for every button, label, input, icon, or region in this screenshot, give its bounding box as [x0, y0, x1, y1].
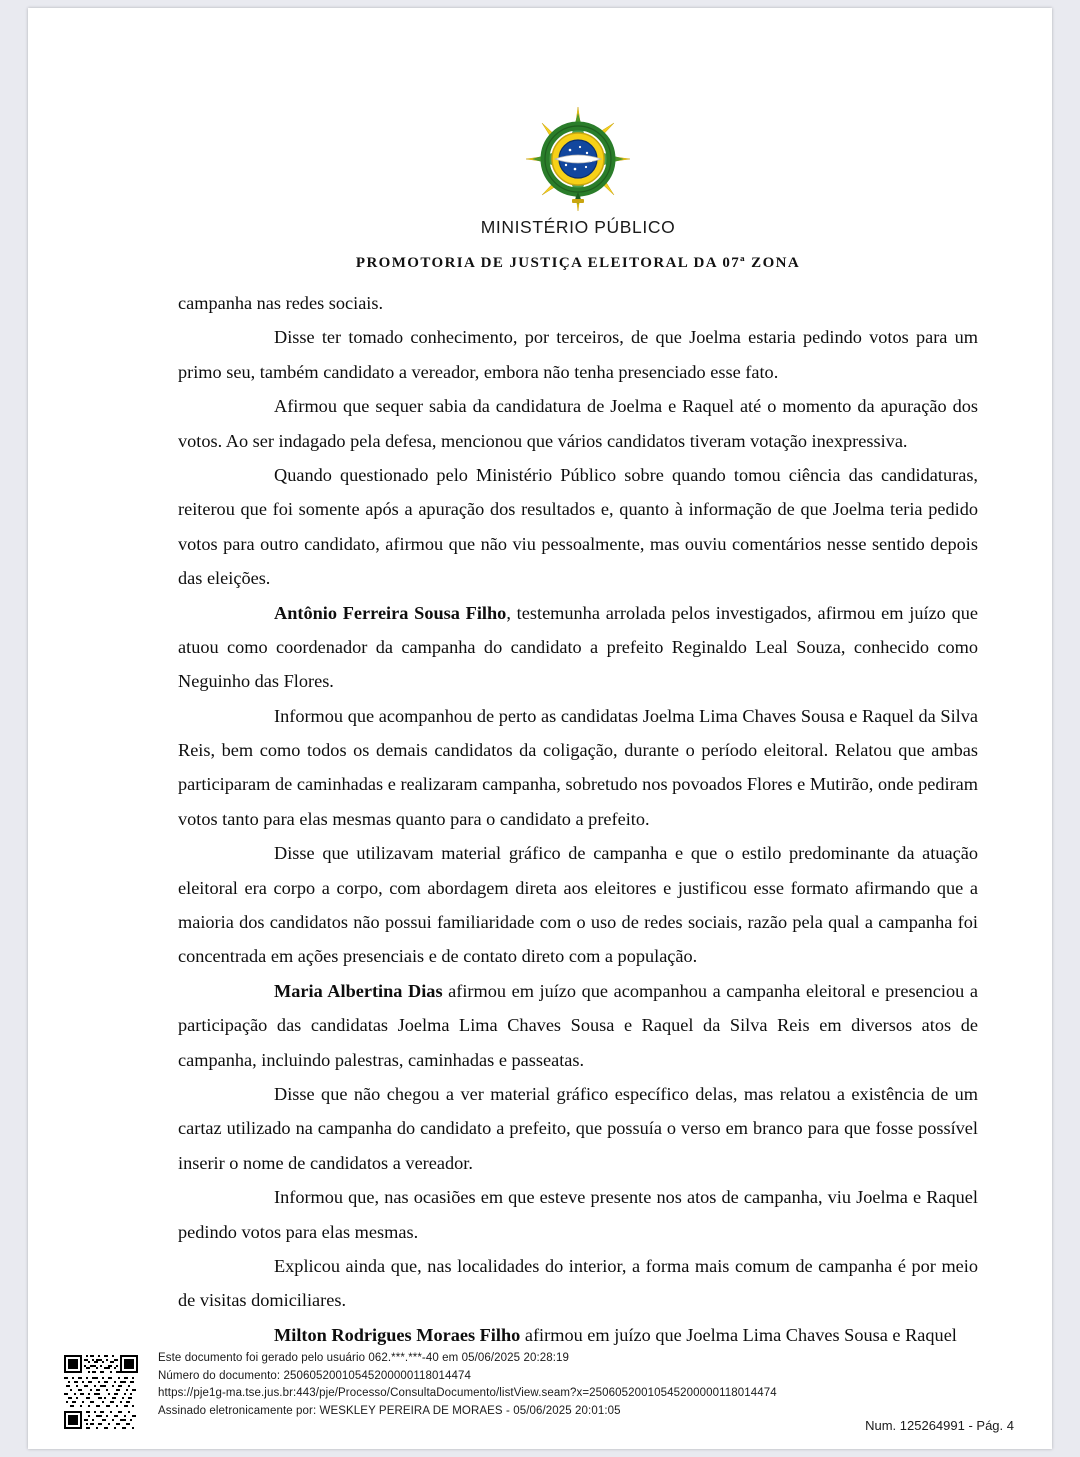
document-content — [178, 103, 978, 1352]
page-number-label: Num. 125264991 - Pág. 4 — [865, 1418, 1014, 1433]
document-body — [178, 286, 978, 1352]
qr-code-icon — [64, 1355, 138, 1429]
document-footer — [28, 1329, 1052, 1449]
footer-signature: Assinado eletronicamente por: WESKLEY PEREIRA DE MORAES - 05/06/2025 20:01:05 — [158, 1405, 621, 1418]
document-paragraph: Quando questionado pelo Ministério Público sobre quando tomou ciência das candidaturas, reiterou que foi somente após a apuração dos resultados e, quanto à informação de que Joelma teria pedido votos para outro candidato, afirmou que não viu pessoalmente, mas ouviu comentários nesse sentido depois das eleições. — [178, 464, 978, 589]
footer-generated-line: Este documento foi gerado pelo usuário 062.***.***-40 em 05/06/2025 20:28:19 — [158, 1351, 570, 1364]
document-paragraph: Informou que, nas ocasiões em que esteve presente nos atos de campanha, viu Joelma e Raquel pedindo votos para elas mesmas. — [178, 1187, 978, 1242]
document-paragraph: Explicou ainda que, nas localidades do interior, a forma mais comum de campanha é por meio de visitas domiciliares. — [178, 1255, 978, 1311]
document-paragraph: Disse que utilizavam material gráfico de campanha e que o estilo predominante da atuação eleitoral era corpo a corpo, com abordagem direta aos eleitores e justificou esse formato afirmando que a maioria dos candidatos não possui familiaridade com o uso de redes sociais, razão pela qual a campanha foi concentrada em ações presenciais e de contato direto com a população. — [178, 843, 978, 967]
document-paragraph: campanha nas redes sociais. — [178, 293, 384, 313]
brazil-coat-of-arms-icon — [178, 103, 978, 215]
document-paragraph: Antônio Ferreira Sousa Filho, testemunha arrolada pelos investigados, afirmou em juízo que atuou como coordenador da campanha do candidato a prefeito Reginaldo Leal Souza, conhecido como Neguinho das Flores. — [178, 602, 978, 692]
footer-metadata — [158, 1350, 777, 1421]
document-page — [28, 8, 1052, 1449]
document-paragraph: Maria Albertina Dias afirmou em juízo que acompanhou a campanha eleitoral e presenciou a participação das candidatas Joelma Lima Chaves Sousa e Raquel da Silva Reis em diversos atos de campanha, incluindo palestras, caminhadas e passeatas. — [178, 980, 978, 1070]
document-paragraph: Disse que não chegou a ver material gráfico específico delas, mas relatou a existência de um cartaz utilizado na campanha do candidato a prefeito, que possuía o verso em branco para que fosse possível inserir o nome de candidatos a vereador. — [178, 1083, 978, 1173]
document-paragraph: Disse ter tomado conhecimento, por terceiros, de que Joelma estaria pedindo votos para um primo seu, também candidato a vereador, embora não tenha presenciado esse fato. — [178, 327, 978, 382]
document-paragraph: Milton Rodrigues Moraes Filho afirmou em juízo que Joelma Lima Chaves Sousa e Raquel — [274, 1324, 957, 1345]
footer-url: https://pje1g-ma.tse.jus.br:443/pje/Processo/ConsultaDocumento/listView.seam?x=25060520010545200000118014474 — [158, 1387, 777, 1400]
document-paragraph: Informou que acompanhou de perto as candidatas Joelma Lima Chaves Sousa e Raquel da Silva Reis, bem como todos os demais candidatos da coligação, durante o período eleitoral. Relatou que ambas participaram de caminhadas e realizaram campanha, sobretudo nos povoados Flores e Mutirão, onde pediram votos tanto para elas mesmas quanto para o candidato a prefeito. — [178, 705, 978, 829]
document-paragraph: Afirmou que sequer sabia da candidatura de Joelma e Raquel até o momento da apuração dos votos. Ao ser indagado pela defesa, mencionou que vários candidatos tiveram votação inexpressiva. — [178, 396, 978, 451]
department-name: PROMOTORIA DE JUSTIÇA ELEITORAL DA 07ª ZONA — [355, 255, 801, 271]
organization-name: MINISTÉRIO PÚBLICO — [480, 217, 676, 237]
footer-document-number: Número do documento: 25060520010545200000118014474 — [158, 1369, 471, 1382]
